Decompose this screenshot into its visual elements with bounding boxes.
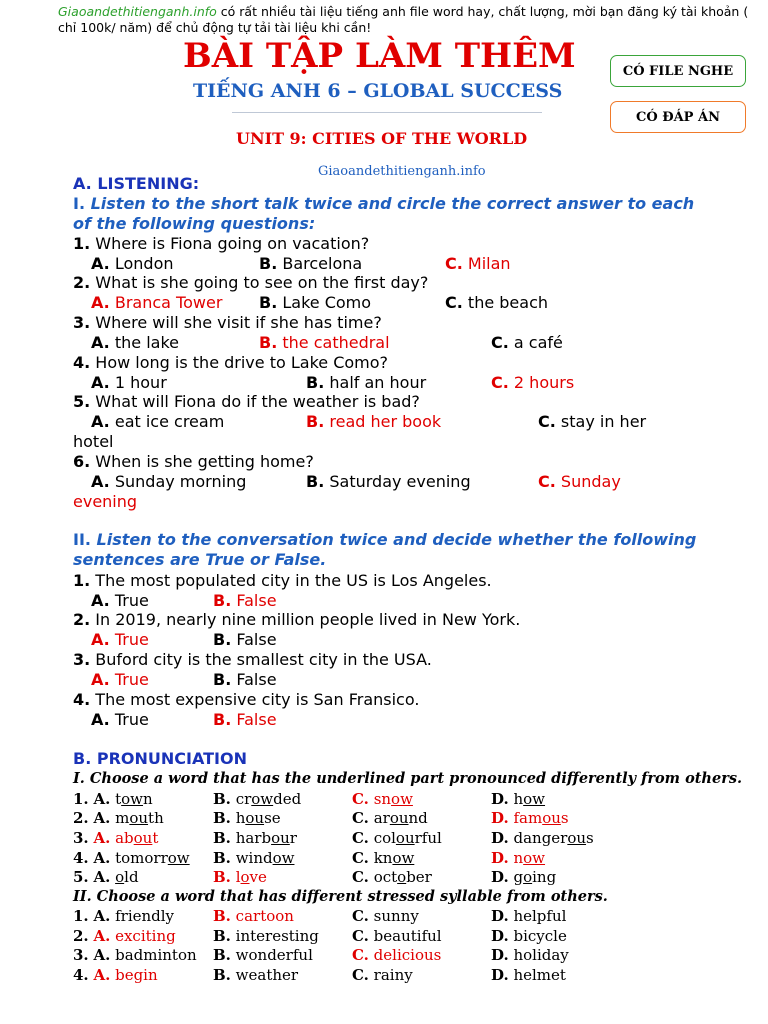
answer-option-correct[interactable]: A. Branca Tower xyxy=(91,293,223,312)
answer-option[interactable]: C. october xyxy=(352,868,432,886)
answer-option[interactable]: C. sunny xyxy=(352,907,419,925)
answer-option[interactable]: B. False xyxy=(213,630,277,649)
answer-option-correct[interactable]: C. Milan xyxy=(445,254,511,273)
answer-option[interactable]: D. dangerous xyxy=(491,829,594,847)
question: 2. In 2019, nearly nine million people lived in New York. xyxy=(73,610,521,629)
answer-option[interactable]: C. stay in her xyxy=(538,412,647,431)
listening-part1-instruction: I. Listen to the short talk twice and circle the correct answer to each of the following questions: xyxy=(73,194,695,233)
section-heading-listening: A. LISTENING: xyxy=(73,174,200,193)
answer-option[interactable]: A. eat ice cream xyxy=(91,412,225,431)
answer-option-wrap: evening xyxy=(73,492,138,511)
answer-option[interactable]: D. bicycle xyxy=(491,927,567,945)
question: 4. How long is the drive to Lake Como? xyxy=(73,353,389,372)
answer-option-correct[interactable]: B. read her book xyxy=(306,412,442,431)
answer-option-correct[interactable]: D. famous xyxy=(491,809,569,827)
answer-option[interactable]: D. helpful xyxy=(491,907,567,925)
answer-option[interactable]: B. crowded xyxy=(213,790,302,808)
answer-option-correct[interactable]: A. True xyxy=(91,670,149,689)
answer-option[interactable]: C. a café xyxy=(491,333,563,352)
question: 3. Where will she visit if she has time? xyxy=(73,313,382,332)
question: 5. What will Fiona do if the weather is bad? xyxy=(73,392,420,411)
notice-text: có rất nhiều tài liệu tiếng anh file word hay, chất lượng, mời bạn đăng ký tài khoản ( chỉ 100k/ năm) để chủ động tự tải tài liệu khi cần! xyxy=(58,4,749,35)
answer-option-correct[interactable]: D. now xyxy=(491,849,546,867)
listening-part2-instruction: II. Listen to the conversation twice and decide whether the following sentences are True or False. xyxy=(73,530,697,569)
answer-option-correct[interactable]: 3. A. about xyxy=(73,829,159,847)
answer-option[interactable]: D. how xyxy=(491,790,546,808)
section-heading-pronunciation: B. PRONUNCIATION xyxy=(73,749,247,768)
answer-option[interactable]: 1. A. friendly xyxy=(73,907,175,925)
answer-option-correct[interactable]: B. the cathedral xyxy=(259,333,390,352)
pronunciation-part1-instruction: I. Choose a word that has the underlined part pronounced differently from others. xyxy=(73,770,743,787)
answer-option[interactable]: D. holiday xyxy=(491,946,569,964)
question: 1. The most populated city in the US is Los Angeles. xyxy=(73,571,492,590)
answer-option[interactable]: B. window xyxy=(213,849,295,867)
answer-option[interactable]: A. Sunday morning xyxy=(91,472,247,491)
answer-option[interactable]: B. half an hour xyxy=(306,373,427,392)
answer-option[interactable]: 4. A. tomorrow xyxy=(73,849,190,867)
answer-option[interactable]: C. rainy xyxy=(352,966,413,984)
document-subtitle: TIẾNG ANH 6 – GLOBAL SUCCESS xyxy=(193,80,563,102)
document-title: BÀI TẬP LÀM THÊM xyxy=(183,36,576,76)
answer-option[interactable]: A. True xyxy=(91,710,149,729)
answer-option-correct[interactable]: B. False xyxy=(213,591,277,610)
answer-option[interactable]: B. interesting xyxy=(213,927,319,945)
question: 2. What is she going to see on the first day? xyxy=(73,273,429,292)
answer-option-correct[interactable]: A. True xyxy=(91,630,149,649)
answer-option[interactable]: B. Barcelona xyxy=(259,254,363,273)
question: 4. The most expensive city is San Fransico. xyxy=(73,690,420,709)
answer-option[interactable]: C. around xyxy=(352,809,428,827)
answer-option-correct[interactable]: B. cartoon xyxy=(213,907,294,925)
answer-option[interactable]: B. harbour xyxy=(213,829,297,847)
answer-option-correct[interactable]: C. 2 hours xyxy=(491,373,575,392)
answer-option[interactable]: D. going xyxy=(491,868,557,886)
answer-option-correct[interactable]: C. Sunday xyxy=(538,472,621,491)
notice-site-link[interactable]: Giaoandethitienganh.info xyxy=(58,4,217,19)
answer-option[interactable]: C. know xyxy=(352,849,415,867)
answer-option[interactable]: 5. A. old xyxy=(73,868,139,886)
audio-file-badge: CÓ FILE NGHE xyxy=(610,55,746,87)
unit-title: UNIT 9: CITIES OF THE WORLD xyxy=(236,129,528,148)
answer-option[interactable]: B. house xyxy=(213,809,281,827)
answer-option[interactable]: B. Lake Como xyxy=(259,293,372,312)
answer-option[interactable]: B. False xyxy=(213,670,277,689)
title-divider xyxy=(232,112,542,113)
promo-notice xyxy=(58,4,758,36)
answer-option-wrap: hotel xyxy=(73,432,114,451)
answer-key-badge: CÓ ĐÁP ÁN xyxy=(610,101,746,133)
answer-option[interactable]: 3. A. badminton xyxy=(73,946,197,964)
answer-option[interactable]: A. True xyxy=(91,591,149,610)
answer-option-correct[interactable]: B. False xyxy=(213,710,277,729)
answer-option[interactable]: 2. A. mouth xyxy=(73,809,164,827)
answer-option[interactable]: C. beautiful xyxy=(352,927,442,945)
question: 3. Buford city is the smallest city in the USA. xyxy=(73,650,432,669)
answer-option[interactable]: C. colourful xyxy=(352,829,442,847)
question: 1. Where is Fiona going on vacation? xyxy=(73,234,370,253)
answer-option-correct[interactable]: B. love xyxy=(213,868,267,886)
answer-option-correct[interactable]: C. snow xyxy=(352,790,413,808)
answer-option[interactable]: B. weather xyxy=(213,966,299,984)
answer-option[interactable]: C. the beach xyxy=(445,293,548,312)
answer-option[interactable]: 1. A. town xyxy=(73,790,153,808)
answer-option[interactable]: A. London xyxy=(91,254,174,273)
pronunciation-part2-instruction: II. Choose a word that has different stressed syllable from others. xyxy=(73,888,608,905)
answer-option-correct[interactable]: 2. A. exciting xyxy=(73,927,176,945)
answer-option[interactable]: B. Saturday evening xyxy=(306,472,471,491)
answer-option[interactable]: A. 1 hour xyxy=(91,373,167,392)
answer-option-correct[interactable]: 4. A. begin xyxy=(73,966,158,984)
answer-option-correct[interactable]: C. delicious xyxy=(352,946,442,964)
question: 6. When is she getting home? xyxy=(73,452,314,471)
answer-option[interactable]: A. the lake xyxy=(91,333,179,352)
answer-option[interactable]: D. helmet xyxy=(491,966,566,984)
answer-option[interactable]: B. wonderful xyxy=(213,946,313,964)
site-watermark: Giaoandethitienganh.info xyxy=(318,164,486,179)
